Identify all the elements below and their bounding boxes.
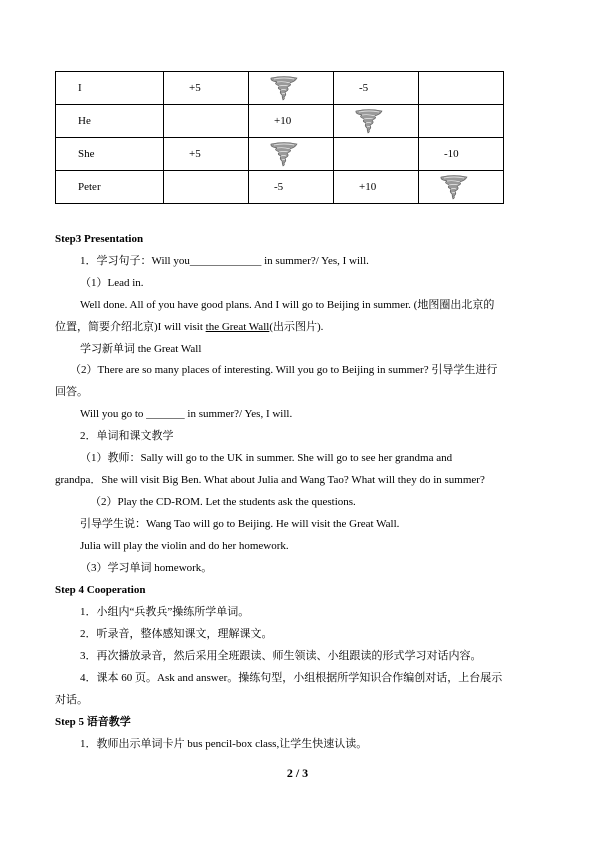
table-cell: [164, 171, 249, 204]
table-cell: -10: [419, 138, 504, 171]
paragraph: （3）学习单词 homework。: [80, 562, 213, 574]
paragraph: 1．学习句子：Will you_____________ in summer?/ Yes, I will.: [80, 255, 369, 267]
table-cell: [249, 72, 334, 105]
tornado-icon: [269, 141, 299, 167]
page-number: 2 / 3: [286, 766, 309, 780]
underlined-term: the Great Wall: [205, 321, 270, 333]
table-cell: -5: [249, 171, 334, 204]
score-table: [55, 71, 504, 204]
paragraph: 2．单词和课文教学: [80, 430, 174, 442]
table-cell: [249, 138, 334, 171]
table-cell: [419, 105, 504, 138]
paragraph: （2）Play the CD-ROM. Let the students ask the questions.: [90, 496, 356, 508]
table-row: [56, 171, 504, 204]
paragraph: 学习新单词 the Great Wall: [80, 343, 202, 355]
table-row: [56, 105, 504, 138]
paragraph: （1）Lead in.: [80, 277, 144, 289]
paragraph: （1）教师：Sally will go to the UK in summer. She will go to see her grandma and: [80, 452, 453, 464]
paragraph: Will you go to _______ in summer?/ Yes, I will.: [80, 408, 293, 420]
tornado-icon: [439, 174, 469, 200]
paragraph: 对话。: [55, 694, 88, 706]
table-cell: Peter: [56, 171, 164, 204]
table-cell: [334, 138, 419, 171]
table-cell: [334, 105, 419, 138]
paragraph: 回答。: [55, 386, 88, 398]
table-cell: He: [56, 105, 164, 138]
paragraph: Well done. All of you have good plans. And I will go to Beijing in summer. (地图圈出北京的: [80, 299, 495, 311]
table-cell: I: [56, 72, 164, 105]
paragraph: 4．课本 60 页。Ask and answer。操练句型，小组根据所学知识合作编创对话，上台展示: [80, 672, 503, 684]
paragraph: （2）There are so many places of interesting. Will you go to Beijing in summer? 引导学生进行: [70, 364, 498, 376]
paragraph: 1．小组内“兵教兵”操练所学单词。: [80, 606, 250, 618]
step4-heading: Step 4 Cooperation: [55, 584, 146, 596]
table-cell: +10: [334, 171, 419, 204]
paragraph: 1．教师出示单词卡片 bus pencil-box class,让学生快速认读。: [80, 738, 368, 750]
paragraph: 3．再次播放录音，然后采用全班跟读、师生领读、小组跟读的形式学习对话内容。: [80, 650, 482, 662]
paragraph: 2．听录音，整体感知课文，理解课文。: [80, 628, 273, 640]
tornado-icon: [354, 108, 384, 134]
table-cell: -5: [334, 72, 419, 105]
step5-heading: Step 5 语音教学: [55, 716, 131, 728]
table-row: [56, 138, 504, 171]
table-cell: +10: [249, 105, 334, 138]
step3-heading: Step3 Presentation: [55, 233, 144, 245]
table-cell: [164, 105, 249, 138]
paragraph: 引导学生说：Wang Tao will go to Beijing. He will visit the Great Wall.: [80, 518, 400, 530]
table-cell: [419, 171, 504, 204]
table-cell: +5: [164, 72, 249, 105]
table-cell: [419, 72, 504, 105]
tornado-icon: [269, 75, 299, 101]
paragraph: Julia will play the violin and do her homework.: [80, 540, 289, 552]
table-row: [56, 72, 504, 105]
paragraph: 位置，简要介绍北京)I will visit the Great Wall(出示图片).: [55, 321, 324, 333]
table-cell: She: [56, 138, 164, 171]
paragraph: grandpa．She will visit Big Ben. What about Julia and Wang Tao? What will they do in summer?: [55, 474, 485, 486]
table-cell: +5: [164, 138, 249, 171]
